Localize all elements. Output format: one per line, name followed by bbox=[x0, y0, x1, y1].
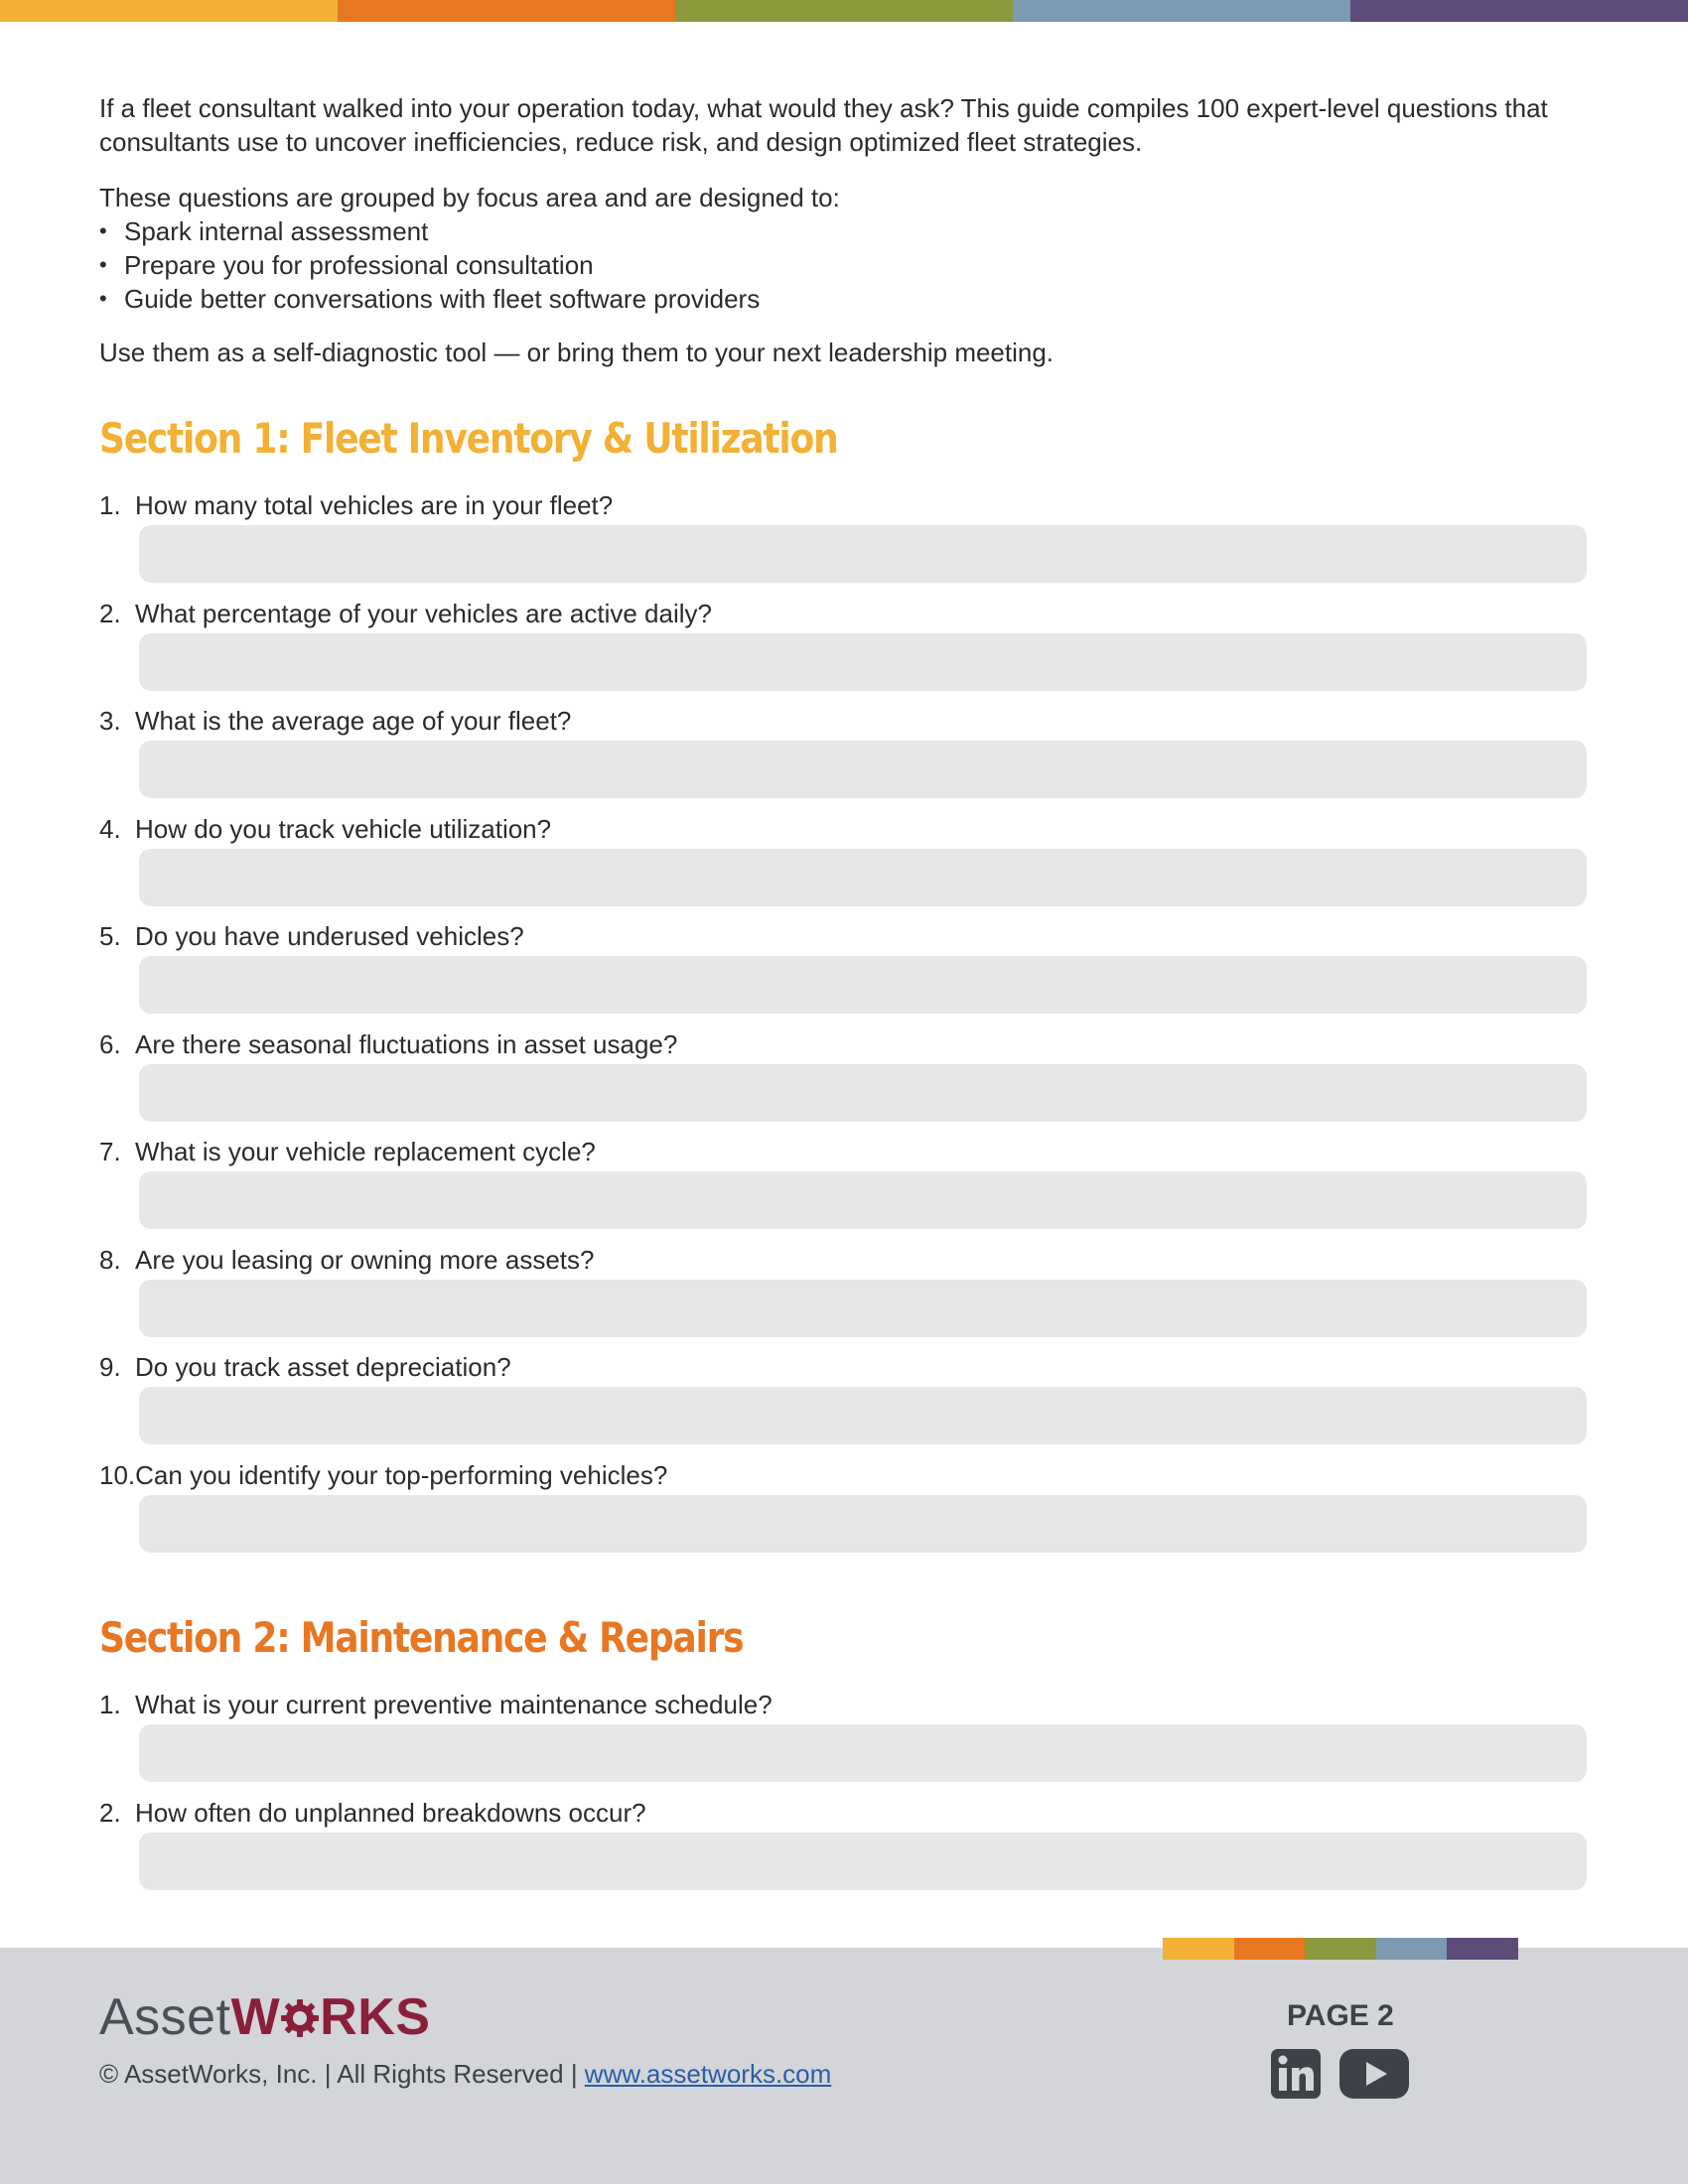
top-color-bar bbox=[0, 0, 1688, 22]
answer-field[interactable] bbox=[139, 1724, 1587, 1782]
intro-bullet: • Guide better conversations with fleet software providers bbox=[99, 282, 1589, 316]
question-number: 9. bbox=[99, 1352, 121, 1382]
answer-field[interactable] bbox=[139, 741, 1587, 798]
question-text: Do you have underused vehicles? bbox=[135, 921, 524, 951]
website-link[interactable]: www.assetworks.com bbox=[584, 2059, 832, 2089]
answer-field[interactable] bbox=[139, 1064, 1587, 1122]
answer-field[interactable] bbox=[139, 1280, 1587, 1337]
section-1-questions bbox=[99, 488, 1589, 1566]
answer-field[interactable] bbox=[139, 1171, 1587, 1229]
question-text: How do you track vehicle utilization? bbox=[135, 813, 552, 844]
question-number: 10. bbox=[99, 1459, 136, 1490]
color-segment-blue bbox=[1013, 0, 1350, 22]
intro-lead: These questions are grouped by focus area and are designed to: bbox=[99, 183, 840, 212]
assetworks-logo bbox=[99, 1987, 430, 2047]
answer-field[interactable] bbox=[139, 525, 1587, 583]
question-item bbox=[99, 812, 1589, 920]
question-number: 5. bbox=[99, 921, 121, 951]
copyright-text: © AssetWorks, Inc. | All Rights Reserved | bbox=[99, 2059, 585, 2089]
section-2-title: Section 2: Maintenance & Repairs bbox=[99, 1613, 744, 1662]
intro-block bbox=[99, 91, 1589, 369]
youtube-icon[interactable] bbox=[1339, 2049, 1409, 2099]
question-item bbox=[99, 1688, 1589, 1796]
copyright-line bbox=[99, 2057, 831, 2091]
question-item bbox=[99, 1027, 1589, 1136]
question-text: Are you leasing or owning more assets? bbox=[135, 1244, 595, 1275]
answer-field[interactable] bbox=[139, 1833, 1587, 1890]
color-segment-yellow bbox=[1163, 1938, 1234, 1960]
question-item bbox=[99, 1350, 1589, 1458]
footer-color-bar bbox=[1163, 1938, 1518, 1960]
question-text: How often do unplanned breakdowns occur? bbox=[135, 1797, 646, 1828]
question-number: 1. bbox=[99, 490, 121, 520]
answer-field[interactable] bbox=[139, 633, 1587, 691]
question-number: 4. bbox=[99, 813, 121, 844]
question-text: Can you identify your top-performing vehicles? bbox=[135, 1459, 668, 1490]
logo-word-works bbox=[231, 1988, 431, 2046]
page-number: PAGE 2 bbox=[1287, 1999, 1394, 2032]
question-number: 2. bbox=[99, 598, 121, 628]
question-text: How many total vehicles are in your fleet? bbox=[135, 490, 614, 520]
intro-paragraph: If a fleet consultant walked into your operation today, what would they ask? This guide compiles 100 expert-level questions that consultants use to uncover inefficiencies, reduce risk, and design optimized fleet strategies. bbox=[99, 93, 1548, 157]
linkedin-icon[interactable] bbox=[1271, 2049, 1321, 2099]
answer-field[interactable] bbox=[139, 956, 1587, 1014]
logo-letter-w: W bbox=[230, 1988, 281, 2046]
question-item bbox=[99, 919, 1589, 1027]
color-segment-green bbox=[1305, 1938, 1376, 1960]
color-segment-green bbox=[675, 0, 1013, 22]
question-text: Are there seasonal fluctuations in asset usage? bbox=[135, 1028, 678, 1059]
intro-closing: Use them as a self-diagnostic tool — or bring them to your next leadership meeting. bbox=[99, 338, 1055, 367]
question-text: What is your current preventive maintenance schedule? bbox=[135, 1690, 773, 1719]
question-text: What is the average age of your fleet? bbox=[135, 706, 572, 736]
section-2-questions bbox=[99, 1688, 1589, 1903]
gear-icon bbox=[280, 1998, 320, 2038]
color-segment-purple bbox=[1447, 1938, 1518, 1960]
intro-bullets bbox=[99, 214, 1589, 316]
question-number: 8. bbox=[99, 1244, 121, 1275]
intro-bullet: • Prepare you for professional consultation bbox=[99, 248, 1589, 282]
color-segment-purple bbox=[1350, 0, 1688, 22]
question-item bbox=[99, 1458, 1589, 1567]
question-item bbox=[99, 488, 1589, 597]
color-segment-orange bbox=[338, 0, 675, 22]
question-text: What is your vehicle replacement cycle? bbox=[135, 1137, 596, 1166]
color-segment-orange bbox=[1234, 1938, 1306, 1960]
question-number: 2. bbox=[99, 1797, 121, 1828]
section-1-title: Section 1: Fleet Inventory & Utilization bbox=[99, 414, 838, 463]
color-segment-yellow bbox=[0, 0, 338, 22]
intro-bullet: • Spark internal assessment bbox=[99, 214, 1589, 248]
question-item bbox=[99, 1243, 1589, 1351]
question-number: 7. bbox=[99, 1137, 121, 1166]
logo-word-asset: Asset bbox=[99, 1988, 231, 2046]
answer-field[interactable] bbox=[139, 1387, 1587, 1444]
answer-field[interactable] bbox=[139, 1495, 1587, 1553]
question-number: 6. bbox=[99, 1028, 121, 1059]
color-segment-blue bbox=[1376, 1938, 1448, 1960]
question-text: What percentage of your vehicles are active daily? bbox=[135, 598, 712, 628]
question-item bbox=[99, 1796, 1589, 1904]
answer-field[interactable] bbox=[139, 849, 1587, 906]
question-text: Do you track asset depreciation? bbox=[135, 1352, 511, 1382]
question-number: 3. bbox=[99, 706, 121, 736]
question-item bbox=[99, 704, 1589, 812]
question-item bbox=[99, 1135, 1589, 1243]
question-item bbox=[99, 597, 1589, 705]
question-number: 1. bbox=[99, 1690, 121, 1719]
logo-letters-rks: RKS bbox=[320, 1988, 431, 2046]
